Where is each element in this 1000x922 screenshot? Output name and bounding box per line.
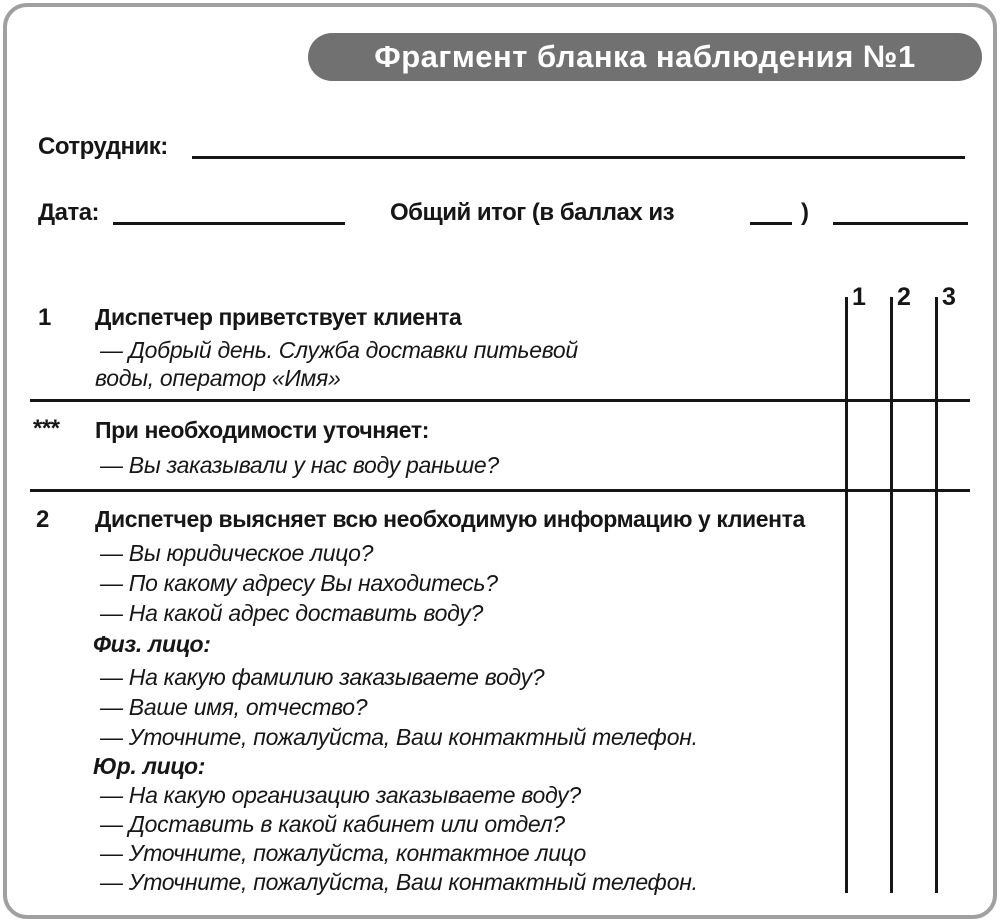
score-column-header-2: 2 [897,283,911,311]
row-separator-2 [30,489,970,492]
legal-entity-subheading: Юр. лицо: [93,753,206,779]
row-2-script-line: — По какому адресу Вы находитесь? [100,570,498,596]
row-asterisk-script-line: — Вы заказывали у нас воду раньше? [100,452,499,478]
row-asterisk-title: При необходимости уточняет: [95,417,430,443]
row-2-script-line: — На какой адрес доставить воду? [100,600,483,626]
row-2-script-line: — На какую организацию заказываете воду? [100,782,581,808]
row-1-script-line: — Добрый день. Служба доставки питьевой [100,337,578,363]
row-1-number: 1 [38,304,51,331]
date-label: Дата: [38,199,100,226]
row-2-title: Диспетчер выясняет всю необходимую информацию у клиента [95,506,805,532]
form-title-badge [308,33,982,81]
total-score-label: Общий итог (в баллах из [390,199,675,226]
row-2-script-line: — Уточните, пожалуйста, Ваш контактный телефон. [100,869,698,895]
row-2-script-line: — Вы юридическое лицо? [100,540,374,566]
form-title: Фрагмент бланка наблюдения №1 [374,39,916,74]
score-column-line-3 [935,297,938,893]
total-score-blank-line [833,222,968,225]
score-column-header-3: 3 [942,283,956,311]
row-separator-1 [30,399,970,402]
max-points-blank-line [750,222,792,225]
row-2-script-line: — Уточните, пожалуйста, контактное лицо [100,840,587,866]
row-asterisk-marker: *** [33,415,60,442]
row-2-script-line: — На какую фамилию заказываете воду? [100,664,545,690]
row-2-number: 2 [36,506,49,533]
row-2-script-line: — Уточните, пожалуйста, Ваш контактный телефон. [100,724,698,750]
row-1-title: Диспетчер приветствует клиента [95,304,462,330]
individual-client-subheading: Физ. лицо: [93,631,211,657]
score-column-line-2 [890,297,893,893]
employee-label: Сотрудник: [38,133,168,160]
score-column-line-1 [845,297,848,893]
row-2-script-line: — Ваше имя, отчество? [100,694,368,720]
employee-blank-line [192,156,965,159]
score-column-header-1: 1 [852,283,866,311]
total-close-paren: ) [801,199,809,226]
date-blank-line [113,222,345,225]
row-2-script-line: — Доставить в какой кабинет или отдел? [100,811,565,837]
row-1-script-line-continuation: воды, оператор «Имя» [95,365,341,391]
